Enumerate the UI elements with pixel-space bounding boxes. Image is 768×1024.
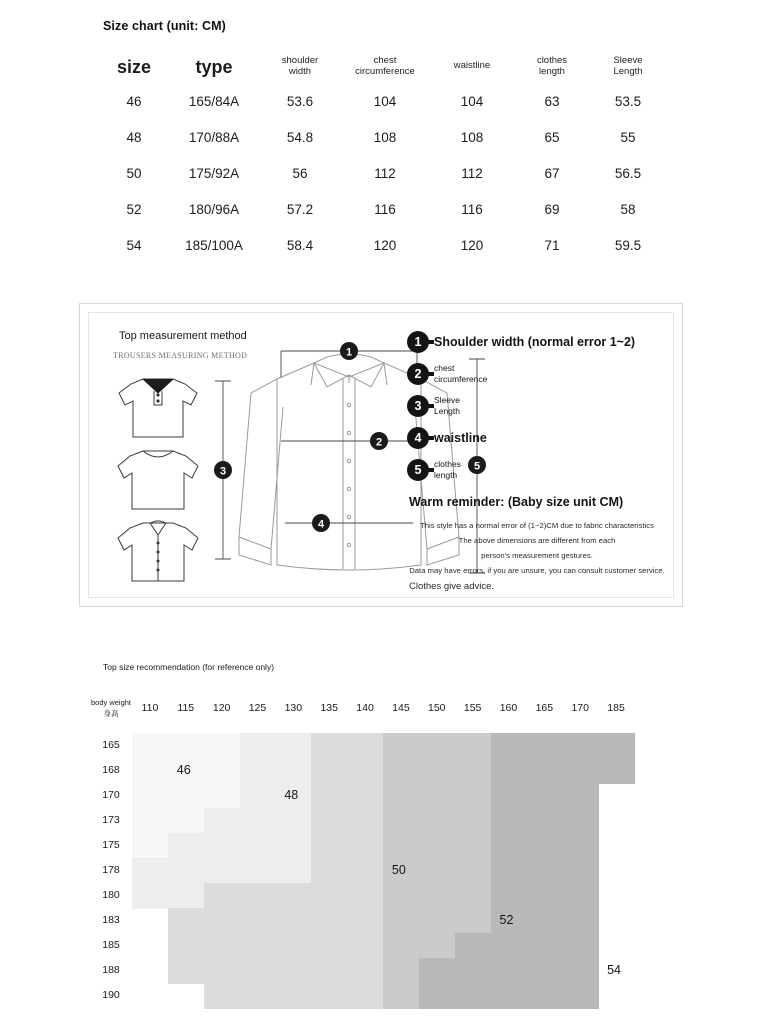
heatmap-cell bbox=[419, 783, 455, 809]
heatmap-row-header-173: 173 bbox=[102, 814, 120, 826]
svg-text:2: 2 bbox=[375, 436, 383, 449]
heatmap-cell bbox=[347, 958, 383, 984]
table-cell-6: 58 bbox=[620, 202, 636, 218]
size-recommendation-heatmap bbox=[90, 697, 650, 1001]
table-cell-0: 46 bbox=[126, 94, 142, 110]
heatmap-cell bbox=[240, 808, 276, 834]
col-header-chest-circumference: chest circumference bbox=[355, 55, 415, 77]
heatmap-cell bbox=[526, 833, 562, 859]
heatmap-row-header-175: 175 bbox=[102, 839, 120, 851]
heatmap-cell bbox=[132, 758, 168, 784]
heatmap-cell bbox=[383, 933, 419, 959]
heatmap-col-header-185: 185 bbox=[607, 702, 625, 714]
heatmap-cell bbox=[240, 933, 276, 959]
heatmap-cell bbox=[204, 908, 240, 934]
svg-text:1: 1 bbox=[345, 346, 353, 359]
heatmap-col-header-140: 140 bbox=[356, 702, 374, 714]
legend-item-2 bbox=[407, 359, 669, 389]
table-row bbox=[100, 228, 666, 264]
heatmap-cell bbox=[168, 908, 204, 934]
heatmap-cell bbox=[526, 858, 562, 884]
heatmap-cell bbox=[347, 908, 383, 934]
table-cell-2: 56 bbox=[292, 166, 308, 182]
heatmap-col-header-130: 130 bbox=[284, 702, 303, 714]
heatmap-cell bbox=[204, 983, 240, 1009]
legend-number-badge-5: 5 bbox=[407, 459, 429, 481]
warm-reminder-line-2: person's measurement gestures. bbox=[481, 551, 593, 561]
heatmap-col-header-120: 120 bbox=[212, 702, 231, 714]
heatmap-cell bbox=[383, 808, 419, 834]
table-cell-1: 185/100A bbox=[185, 238, 243, 254]
table-cell-6: 59.5 bbox=[614, 238, 642, 254]
heatmap-zone-label-54: 54 bbox=[607, 963, 621, 977]
table-cell-2: 54.8 bbox=[286, 130, 314, 146]
heatmap-cell bbox=[562, 933, 598, 959]
svg-text:3: 3 bbox=[219, 465, 227, 478]
heatmap-cell bbox=[526, 808, 562, 834]
heatmap-cell bbox=[275, 883, 311, 909]
measurement-diagram-panel bbox=[79, 303, 683, 607]
table-row bbox=[100, 192, 666, 228]
heatmap-cell bbox=[491, 808, 527, 834]
heatmap-cell bbox=[419, 908, 455, 934]
heatmap-cell bbox=[491, 733, 527, 759]
heatmap-row-header-185: 185 bbox=[102, 939, 120, 951]
table-cell-0: 48 bbox=[126, 130, 142, 146]
heatmap-row-header-170: 170 bbox=[102, 789, 120, 801]
heatmap-cell bbox=[132, 833, 168, 859]
col-header-waistline: waistline bbox=[453, 60, 491, 72]
col-header-type: type bbox=[195, 56, 233, 77]
size-chart-body bbox=[100, 84, 666, 264]
heatmap-cell bbox=[419, 733, 455, 759]
heatmap-axis-corner-label bbox=[90, 697, 132, 720]
heatmap-cell bbox=[204, 883, 240, 909]
table-cell-1: 180/96A bbox=[188, 202, 240, 218]
heatmap-cell bbox=[132, 883, 168, 909]
table-cell-5: 67 bbox=[544, 166, 560, 182]
heatmap-col-header-115: 115 bbox=[177, 702, 195, 714]
heatmap-cell bbox=[311, 858, 347, 884]
heatmap-cell bbox=[240, 908, 276, 934]
heatmap-cell bbox=[275, 858, 311, 884]
heatmap-cell bbox=[491, 783, 527, 809]
heatmap-cell bbox=[240, 733, 276, 759]
heatmap-cell bbox=[562, 958, 598, 984]
heatmap-cell bbox=[204, 758, 240, 784]
warm-reminder-line-1: The above dimensions are different from each bbox=[458, 536, 616, 546]
table-cell-3: 116 bbox=[374, 202, 396, 218]
heatmap-cell bbox=[168, 783, 204, 809]
heatmap-zone-label-48: 48 bbox=[284, 788, 299, 802]
heatmap-row-header-183: 183 bbox=[102, 914, 120, 926]
heatmap-cell bbox=[347, 858, 383, 884]
heatmap-cell bbox=[204, 733, 240, 759]
heatmap-cell bbox=[347, 808, 383, 834]
legend-label-1: Shoulder width (normal error 1~2) bbox=[434, 335, 636, 349]
measurement-legend bbox=[407, 327, 669, 487]
heatmap-cell bbox=[275, 933, 311, 959]
heatmap-cell bbox=[526, 958, 562, 984]
clothes-advice-text: Clothes give advice. bbox=[409, 581, 495, 592]
heatmap-cell bbox=[311, 733, 347, 759]
heatmap-cell bbox=[455, 833, 491, 859]
legend-number-badge-3: 3 bbox=[407, 395, 429, 417]
table-cell-2: 58.4 bbox=[286, 238, 314, 254]
heatmap-cell bbox=[455, 733, 491, 759]
heatmap-col-header-150: 150 bbox=[428, 702, 446, 714]
svg-text:4: 4 bbox=[317, 518, 325, 531]
recommendation-title: Top size recommendation (for reference only) bbox=[103, 662, 275, 672]
heatmap-cell bbox=[132, 808, 168, 834]
heatmap-col-header-145: 145 bbox=[392, 702, 410, 714]
heatmap-cell bbox=[240, 958, 276, 984]
heatmap-cell bbox=[526, 908, 562, 934]
heatmap-cell bbox=[347, 783, 383, 809]
heatmap-cell bbox=[419, 758, 455, 784]
heatmap-cell bbox=[311, 883, 347, 909]
heatmap-cell bbox=[455, 958, 491, 984]
heatmap-cell bbox=[562, 858, 598, 884]
legend-label-2: chest circumference bbox=[434, 363, 488, 384]
heatmap-col-header-110: 110 bbox=[141, 702, 159, 714]
heatmap-cell bbox=[455, 908, 491, 934]
heatmap-cell bbox=[383, 783, 419, 809]
heatmap-cell bbox=[311, 958, 347, 984]
heatmap-cell bbox=[491, 958, 527, 984]
heatmap-cell bbox=[347, 733, 383, 759]
heatmap-cell bbox=[240, 833, 276, 859]
heatmap-row-header-180: 180 bbox=[102, 889, 120, 901]
table-cell-0: 52 bbox=[126, 202, 142, 218]
heatmap-cell bbox=[132, 858, 168, 884]
heatmap-cell bbox=[526, 983, 562, 1009]
heatmap-cell bbox=[347, 933, 383, 959]
diagram-subtitle: TROUSERS MEASURING METHOD bbox=[113, 351, 248, 360]
heatmap-cell bbox=[240, 783, 276, 809]
heatmap-cell bbox=[419, 833, 455, 859]
heatmap-row-header-190: 190 bbox=[102, 989, 120, 1001]
heatmap-cell bbox=[132, 733, 168, 759]
legend-item-1 bbox=[407, 327, 669, 357]
table-row bbox=[100, 156, 666, 192]
legend-label-3: Sleeve Length bbox=[434, 395, 460, 416]
heatmap-cell bbox=[562, 758, 598, 784]
heatmap-cell bbox=[419, 883, 455, 909]
heatmap-col-header-135: 135 bbox=[320, 702, 338, 714]
heatmap-zone-label-46: 46 bbox=[176, 763, 191, 777]
heatmap-cell bbox=[455, 983, 491, 1009]
svg-text:5: 5 bbox=[473, 460, 481, 473]
heatmap-cell bbox=[526, 883, 562, 909]
legend-number-badge-4: 4 bbox=[407, 427, 429, 449]
heatmap-cell bbox=[455, 783, 491, 809]
heatmap-cell bbox=[204, 933, 240, 959]
heatmap-col-header-160: 160 bbox=[499, 702, 518, 714]
heatmap-cell bbox=[526, 783, 562, 809]
col-header-clothes-length: clothes length bbox=[536, 55, 568, 77]
heatmap-cell bbox=[562, 733, 598, 759]
heatmap-cell bbox=[311, 908, 347, 934]
heatmap-zone-label-52: 52 bbox=[499, 913, 514, 927]
heatmap-cell bbox=[419, 933, 455, 959]
heatmap-cell bbox=[168, 858, 204, 884]
heatmap-cell bbox=[347, 758, 383, 784]
heatmap-cell bbox=[419, 858, 455, 884]
table-cell-3: 112 bbox=[374, 166, 396, 182]
heatmap-cell bbox=[562, 883, 598, 909]
heatmap-cell bbox=[526, 933, 562, 959]
heatmap-cell bbox=[562, 983, 598, 1009]
heatmap-cell bbox=[455, 858, 491, 884]
table-cell-6: 55 bbox=[620, 130, 636, 146]
heatmap-cell bbox=[204, 958, 240, 984]
heatmap-cell bbox=[275, 733, 311, 759]
heatmap-cell bbox=[491, 858, 527, 884]
table-cell-6: 56.5 bbox=[614, 166, 642, 182]
table-cell-4: 112 bbox=[461, 166, 483, 182]
diagram-marker-2 bbox=[370, 432, 388, 450]
heatmap-cell bbox=[311, 933, 347, 959]
heatmap-cell bbox=[168, 833, 204, 859]
table-cell-2: 57.2 bbox=[286, 202, 314, 218]
heatmap-cell bbox=[204, 808, 240, 834]
heatmap-cell bbox=[491, 983, 527, 1009]
heatmap-cell bbox=[347, 833, 383, 859]
table-cell-1: 175/92A bbox=[188, 166, 240, 182]
heatmap-row-header-165: 165 bbox=[102, 739, 120, 751]
table-cell-1: 165/84A bbox=[188, 94, 240, 110]
col-header-shoulder-width: shoulder width bbox=[281, 55, 319, 77]
heatmap-cell bbox=[240, 758, 276, 784]
size-chart-table bbox=[100, 56, 666, 264]
table-row bbox=[100, 120, 666, 156]
table-cell-0: 50 bbox=[126, 166, 142, 182]
heatmap-cell bbox=[598, 733, 634, 759]
heatmap-cell bbox=[347, 983, 383, 1009]
table-cell-5: 69 bbox=[544, 202, 560, 218]
measurement-diagram-inner bbox=[88, 312, 674, 598]
table-cell-2: 53.6 bbox=[286, 94, 314, 110]
table-cell-4: 104 bbox=[460, 94, 484, 110]
warm-reminder-lines bbox=[401, 518, 673, 578]
legend-label-5: clothes length bbox=[434, 459, 461, 480]
legend-number-badge-2: 2 bbox=[407, 363, 429, 385]
heatmap-col-header-155: 155 bbox=[463, 702, 482, 714]
heatmap-cell bbox=[491, 758, 527, 784]
heatmap-cell bbox=[168, 958, 204, 984]
heatmap-cell bbox=[240, 883, 276, 909]
col-header-sleeve-length: Sleeve Length bbox=[613, 55, 643, 77]
heatmap-cell bbox=[240, 983, 276, 1009]
table-row bbox=[100, 84, 666, 120]
legend-number-badge-1: 1 bbox=[407, 331, 429, 353]
heatmap-row-header-168: 168 bbox=[102, 764, 120, 776]
legend-item-4 bbox=[407, 423, 669, 453]
heatmap-cell bbox=[383, 983, 419, 1009]
heatmap-cell bbox=[455, 808, 491, 834]
table-cell-5: 65 bbox=[544, 130, 560, 146]
heatmap-cell bbox=[132, 783, 168, 809]
heatmap-cell bbox=[168, 933, 204, 959]
page-title: Size chart (unit: CM) bbox=[103, 19, 226, 33]
table-cell-4: 120 bbox=[460, 238, 484, 254]
heatmap-cell bbox=[383, 883, 419, 909]
heatmap-cell bbox=[562, 783, 598, 809]
heatmap-cell bbox=[455, 883, 491, 909]
heatmap-cell bbox=[491, 883, 527, 909]
heatmap-cell bbox=[491, 933, 527, 959]
legend-label-4: waistline bbox=[434, 431, 487, 445]
legend-item-5 bbox=[407, 455, 669, 485]
table-cell-3: 120 bbox=[373, 238, 397, 254]
table-cell-6: 53.5 bbox=[614, 94, 642, 110]
heatmap-cell bbox=[204, 783, 240, 809]
heatmap-cell bbox=[275, 758, 311, 784]
heatmap-col-header-170: 170 bbox=[571, 702, 589, 714]
heatmap-cell bbox=[383, 833, 419, 859]
heatmap-cell bbox=[275, 808, 311, 834]
heatmap-cell bbox=[168, 808, 204, 834]
axis-label-body-weight: body weight bbox=[90, 698, 132, 707]
warm-reminder-title: Warm reminder: (Baby size unit CM) bbox=[409, 495, 624, 509]
heatmap-cell bbox=[204, 833, 240, 859]
heatmap-cell bbox=[562, 833, 598, 859]
warm-reminder-line-3: Data may have errors, if you are unsure, you can consult customer service. bbox=[409, 566, 665, 576]
heatmap-cell bbox=[383, 908, 419, 934]
heatmap-cell bbox=[455, 933, 491, 959]
heatmap-cell bbox=[491, 833, 527, 859]
heatmap-cell bbox=[383, 958, 419, 984]
diagram-marker-4 bbox=[312, 514, 330, 532]
heatmap-cell bbox=[383, 733, 419, 759]
axis-label-height: 身高 bbox=[103, 709, 119, 719]
heatmap-cell bbox=[383, 758, 419, 784]
table-cell-0: 54 bbox=[126, 238, 142, 254]
heatmap-cell bbox=[275, 958, 311, 984]
heatmap-cell bbox=[419, 983, 455, 1009]
table-cell-3: 104 bbox=[373, 94, 397, 110]
col-header-size: size bbox=[116, 56, 152, 77]
diagram-marker-1 bbox=[340, 342, 358, 360]
legend-item-3 bbox=[407, 391, 669, 421]
table-cell-5: 63 bbox=[544, 94, 560, 110]
diagram-title: Top measurement method bbox=[119, 330, 247, 342]
heatmap-col-header-125: 125 bbox=[248, 702, 267, 714]
warm-reminder-line-0: This style has a normal error of (1~2)CM due to fabric characteristics bbox=[420, 521, 654, 530]
heatmap-cell bbox=[311, 808, 347, 834]
heatmap-cell bbox=[419, 958, 455, 984]
heatmap-cell bbox=[311, 783, 347, 809]
table-cell-4: 108 bbox=[460, 130, 484, 146]
heatmap-cell bbox=[562, 908, 598, 934]
heatmap-cell bbox=[168, 883, 204, 909]
heatmap-cell bbox=[275, 833, 311, 859]
heatmap-cell bbox=[204, 858, 240, 884]
heatmap-cell bbox=[455, 758, 491, 784]
table-cell-5: 71 bbox=[544, 238, 560, 254]
heatmap-cell bbox=[311, 983, 347, 1009]
mini-garment-illustrations bbox=[113, 371, 213, 586]
heatmap-cell bbox=[562, 808, 598, 834]
table-header-row bbox=[100, 56, 666, 84]
table-cell-1: 170/88A bbox=[188, 130, 240, 146]
table-cell-3: 108 bbox=[373, 130, 397, 146]
heatmap-cell bbox=[240, 858, 276, 884]
heatmap-cell bbox=[598, 758, 634, 784]
heatmap-row-header-178: 178 bbox=[102, 864, 120, 876]
heatmap-row-header-188: 188 bbox=[102, 964, 120, 976]
heatmap-cell bbox=[419, 808, 455, 834]
heatmap-cell bbox=[526, 733, 562, 759]
heatmap-cell bbox=[275, 908, 311, 934]
heatmap-cell bbox=[311, 833, 347, 859]
heatmap-cell bbox=[168, 733, 204, 759]
heatmap-cell bbox=[347, 883, 383, 909]
diagram-marker-3 bbox=[214, 461, 232, 479]
heatmap-cell bbox=[526, 758, 562, 784]
heatmap-col-header-165: 165 bbox=[535, 702, 554, 714]
heatmap-cell bbox=[275, 983, 311, 1009]
heatmap-zone-label-50: 50 bbox=[391, 863, 406, 877]
table-cell-4: 116 bbox=[461, 202, 483, 218]
heatmap-cell bbox=[311, 758, 347, 784]
